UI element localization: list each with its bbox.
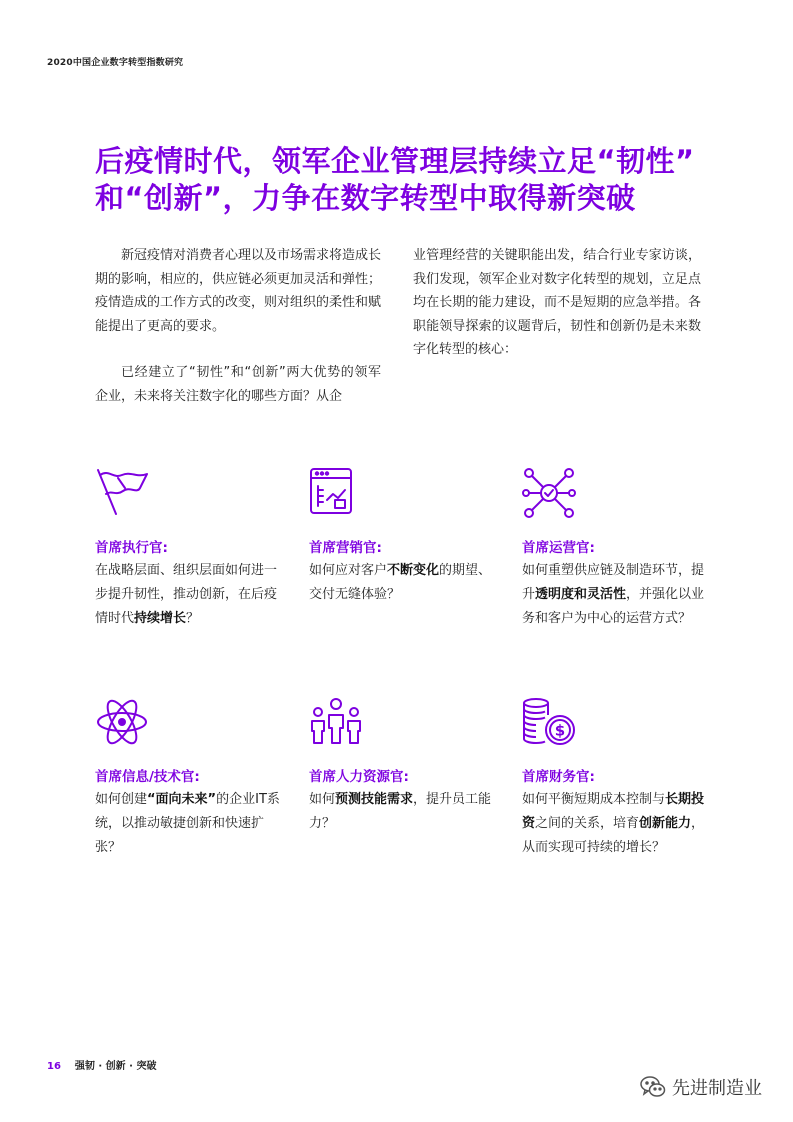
page-title — [95, 143, 715, 217]
role-description: 如何应对客户不断变化的期望、交付无缝体验？ — [309, 563, 492, 602]
role-chro — [309, 695, 499, 836]
watermark — [640, 1074, 762, 1100]
svg-text:$: $ — [554, 721, 566, 740]
intro-paragraph-1: 新冠疫情对消费者心理以及市场需求将造成长期的影响，相应的，供应链必须更加灵活和弹性；疫情造成的工作方式的改变，则对组织的柔性和赋能提出了更高的要求。 — [95, 248, 382, 334]
role-cfo — [522, 695, 712, 860]
role-cmo — [309, 466, 499, 607]
coins-icon — [522, 695, 576, 749]
intro-paragraph-3: 业管理经营的关键职能出发，结合行业专家访谈，我们发现，领军企业对数字化转型的规划，立足点均在长期的能力建设，而不是短期的应急举措。各职能领导探索的议题背后，韧性和创新仍是未来数字化转型的核心： — [413, 248, 701, 357]
page-number: 16 — [47, 1061, 61, 1072]
role-description: 如何平衡短期成本控制与长期投资之间的关系，培育创新能力，从而实现可持续的增长？ — [522, 792, 705, 855]
role-ceo — [95, 466, 285, 631]
atom-icon — [95, 695, 149, 749]
people-icon — [309, 695, 363, 749]
page-footer — [47, 1057, 156, 1072]
intro-left-column — [95, 244, 381, 408]
role-title: 首席人力资源官: — [309, 769, 409, 785]
title-line-2: 和“创新”，力争在数字转型中取得新突破 — [95, 181, 636, 215]
footer-section: 强韧 · 创新 · 突破 — [74, 1061, 157, 1072]
intro-paragraph-2: 已经建立了“韧性”和“创新”两大优势的领军企业，未来将关注数字化的哪些方面？从企 — [95, 365, 381, 404]
wechat-icon — [640, 1075, 666, 1099]
network-check-icon — [522, 466, 576, 520]
dashboard-chart-icon — [309, 466, 363, 520]
role-title: 首席财务官: — [522, 769, 595, 785]
flag-icon — [95, 466, 149, 520]
role-title: 首席运营官: — [522, 540, 595, 556]
watermark-text: 先进制造业 — [672, 1078, 762, 1099]
role-description: 如何预测技能需求，提升员工能力？ — [309, 792, 492, 831]
intro-right-column — [413, 244, 701, 362]
report-header: 2020中国企业数字转型指数研究 — [47, 58, 184, 68]
role-title: 首席执行官: — [95, 540, 168, 556]
role-title: 首席信息/技术官: — [95, 769, 200, 785]
role-description: 如何创建“面向未来”的企业IT系统，以推动敏捷创新和快速扩张？ — [95, 792, 280, 855]
role-description: 在战略层面、组织层面如何进一步提升韧性，推动创新，在后疫情时代持续增长？ — [95, 563, 278, 626]
role-title: 首席营销官: — [309, 540, 382, 556]
title-line-1: 后疫情时代，领军企业管理层持续立足“韧性” — [95, 144, 695, 178]
role-description: 如何重塑供应链及制造环节，提升透明度和灵活性，并强化以业务和客户为中心的运营方式？ — [522, 563, 705, 626]
role-cio-cto — [95, 695, 285, 860]
role-coo — [522, 466, 712, 631]
